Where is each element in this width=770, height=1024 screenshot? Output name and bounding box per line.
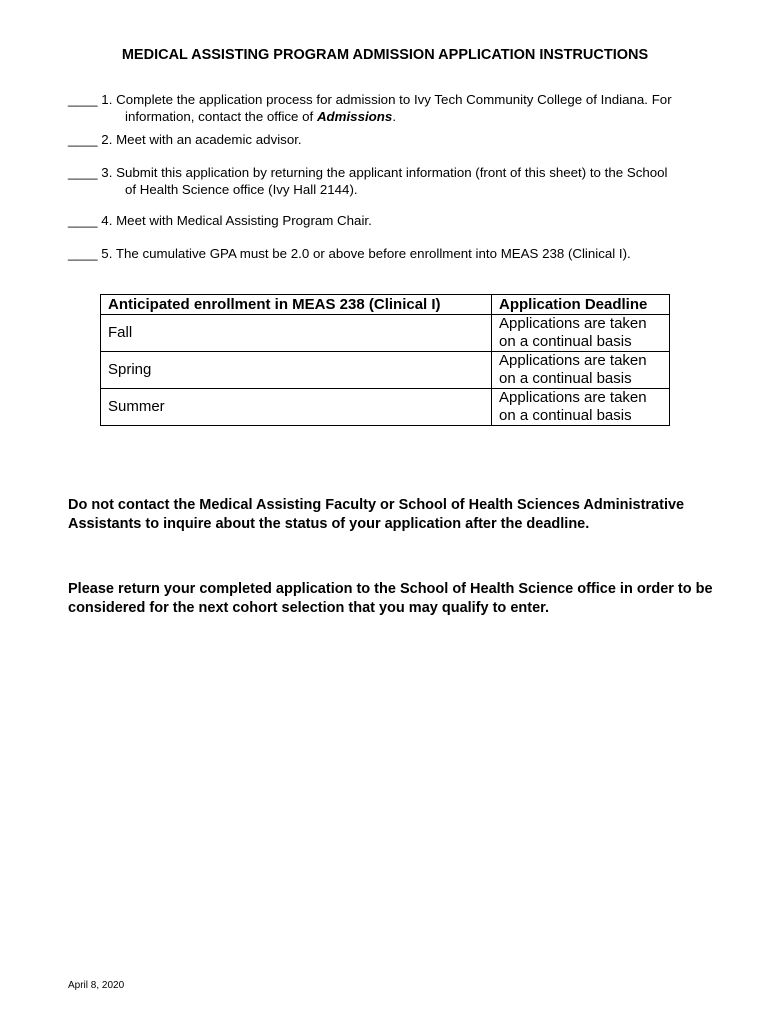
checkbox-blank[interactable]: ____	[68, 213, 98, 228]
table-row	[101, 352, 670, 389]
deadline-line: on a continual basis	[499, 407, 632, 424]
deadline-line: Applications are taken	[499, 389, 647, 406]
page-title: MEDICAL ASSISTING PROGRAM ADMISSION APPLICATION INSTRUCTIONS	[121, 47, 649, 63]
item-continuation: information, contact the office of	[125, 109, 314, 124]
deadline-line: on a continual basis	[499, 333, 632, 350]
deadline-line: Applications are taken	[499, 352, 647, 369]
item-text: The cumulative GPA must be 2.0 or above before enrollment into MEAS 238 (Clinical I).	[115, 246, 631, 261]
item-text: Meet with an academic advisor.	[116, 132, 302, 147]
table-row	[101, 389, 670, 426]
checklist-item-5	[68, 245, 708, 262]
checkbox-blank[interactable]: ____	[68, 92, 98, 107]
item-continuation: of Health Science office (Ivy Hall 2144).	[125, 182, 358, 197]
term-cell: Summer	[101, 389, 492, 426]
table-header-row	[101, 295, 670, 315]
term-cell: Fall	[101, 315, 492, 352]
checklist-item-4	[68, 212, 708, 229]
enrollment-deadline-table	[100, 294, 670, 426]
checklist-item-1	[68, 91, 708, 125]
deadline-cell	[492, 389, 670, 426]
footer-date: April 8, 2020	[68, 980, 125, 991]
deadline-cell	[492, 352, 670, 389]
notice-return-application: Please return your completed application to the School of Health Science office in order to be considered for the next cohort selection that you may qualify to enter.	[68, 581, 713, 616]
admissions-emphasis: Admissions	[316, 109, 393, 124]
item-end: .	[392, 109, 397, 124]
checkbox-blank[interactable]: ____	[68, 165, 98, 180]
item-number: 5.	[101, 246, 113, 261]
item-number: 3.	[101, 165, 113, 180]
header-anticipated-enrollment: Anticipated enrollment in MEAS 238 (Clinical I)	[101, 295, 492, 315]
table-row	[101, 315, 670, 352]
deadline-line: on a continual basis	[499, 370, 632, 387]
item-number: 1.	[101, 92, 113, 107]
term-cell: Spring	[101, 352, 492, 389]
deadline-cell	[492, 315, 670, 352]
notice-do-not-contact: Do not contact the Medical Assisting Faculty or School of Health Sciences Administrative Assistants to inquire about the status of your application after the deadline.	[68, 497, 685, 532]
header-application-deadline: Application Deadline	[492, 295, 670, 315]
item-number: 2.	[101, 132, 113, 147]
checklist-item-3	[68, 164, 708, 198]
item-text: Complete the application process for admission to Ivy Tech Community College of Indiana. For	[116, 92, 672, 107]
checkbox-blank[interactable]: ____	[68, 132, 98, 147]
item-text: Submit this application by returning the applicant information (front of this sheet) to the School	[116, 165, 668, 180]
checkbox-blank[interactable]: ____	[68, 246, 98, 261]
deadline-line: Applications are taken	[499, 315, 647, 332]
checklist-item-2	[68, 131, 708, 148]
item-number: 4.	[101, 213, 113, 228]
item-text: Meet with Medical Assisting Program Chair.	[116, 213, 372, 228]
